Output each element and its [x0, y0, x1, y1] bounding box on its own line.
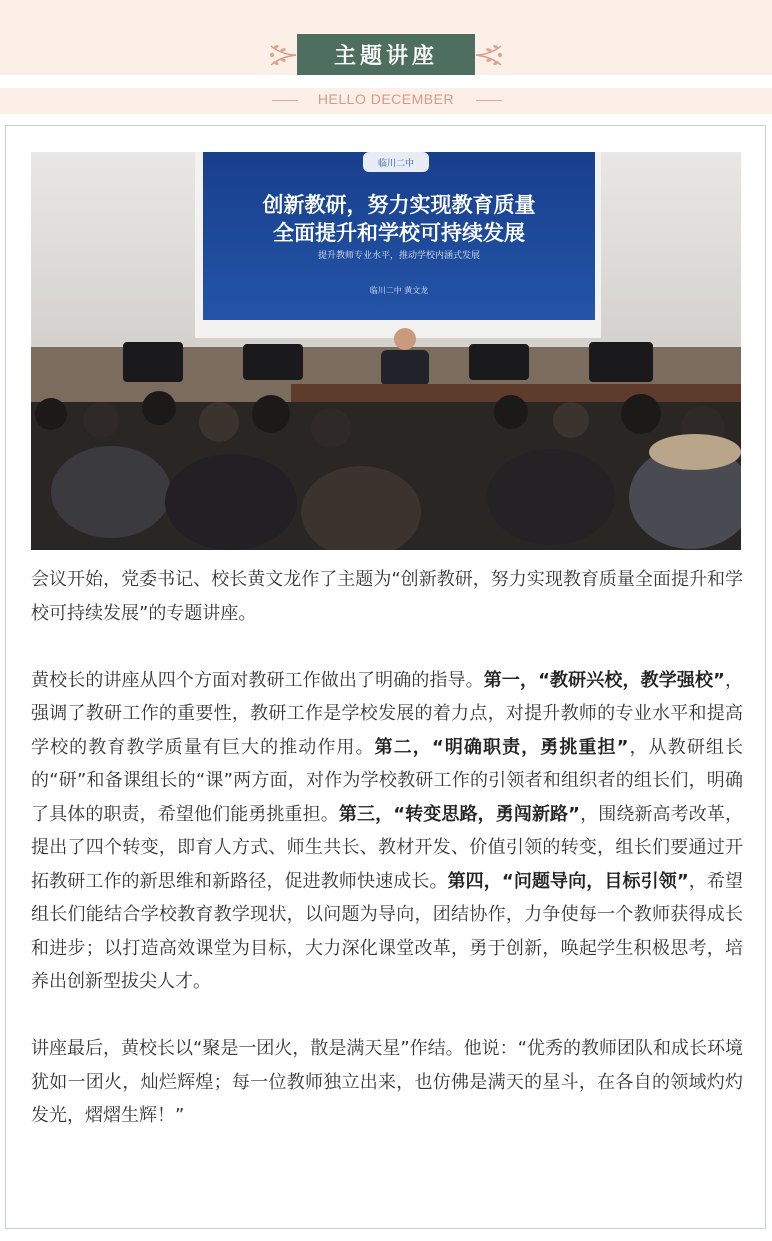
paragraph-main — [31, 664, 743, 999]
screen-title-line2: 全面提升和学校可持续发展 — [273, 221, 525, 245]
screen-author: 临川二中 黄文龙 — [369, 286, 429, 295]
point-two-heading: 第二，“明确职责，勇挑重担” — [374, 736, 629, 758]
screen-badge: 临川二中 — [377, 159, 415, 169]
lecture-photo — [31, 152, 741, 550]
paragraph-intro: 会议开始，党委书记、校长黄文龙作了主题为“创新教研，努力实现教育质量全面提升和学校可持续发展”的专题讲座。 — [31, 569, 743, 624]
paragraph-closing: 讲座最后，黄校长以“聚是一团火，散是满天星”作结。他说：“优秀的教师团队和成长环境犹如一团火，灿烂辉煌；每一位教师独立出来，也仿佛是满天的星斗，在各自的领域灼灼发光，熠熠生辉！” — [31, 1038, 743, 1126]
header-divider — [0, 75, 772, 88]
point-one-text: ，强调了教研工作的重要性，教研工作是学校发展的着力点，对提升教师的专业水平和提高学校的教育教学质量有巨大的推动作用。 — [31, 669, 744, 758]
point-one-heading: 第一，“教研兴校，教学强校” — [483, 669, 725, 691]
paragraph-main-lead: 黄校长的讲座从四个方面对教研工作做出了明确的指导。 — [31, 669, 484, 691]
screen-subtitle: 提升教师专业水平，推动学校内涵式发展 — [317, 251, 481, 261]
section-title: 主题讲座 — [297, 34, 475, 75]
leaf-sprig-icon — [474, 38, 504, 72]
section-subtitle: HELLO DECEMBER — [317, 91, 455, 107]
article-body — [31, 563, 743, 1166]
point-four-text: ，希望组长们能结合学校教育教学现状，以问题为导向，团结协作，力争使每一个教师获得成长和进步；以打造高效课堂为目标，大力深化课堂改革，勇于创新，唤起学生积极思考，培养出创新型拔尖人才。 — [31, 870, 744, 992]
point-three-heading: 第三，“转变思路，勇闯新路” — [338, 803, 580, 825]
point-three-text: ，围绕新高考改革，提出了四个转变，即育人方式、师生共长、教材开发、价值引领的转变，组长们要通过开拓教研工作的新思维和新路径，促进教师快速成长。 — [31, 803, 743, 892]
leaf-sprig-icon — [268, 38, 298, 72]
point-two-text: ，从教研组长的“研”和备课组长的“课”两方面，对作为学校教研工作的引领者和组织者的组长们，明确了具体的职责，希望他们能勇挑重担。 — [31, 736, 743, 825]
subtitle-rule-right — [476, 100, 502, 101]
screen-title-line1: 创新教研，努力实现教育质量 — [262, 193, 536, 217]
point-four-heading: 第四，“问题导向，目标引领” — [447, 870, 689, 892]
